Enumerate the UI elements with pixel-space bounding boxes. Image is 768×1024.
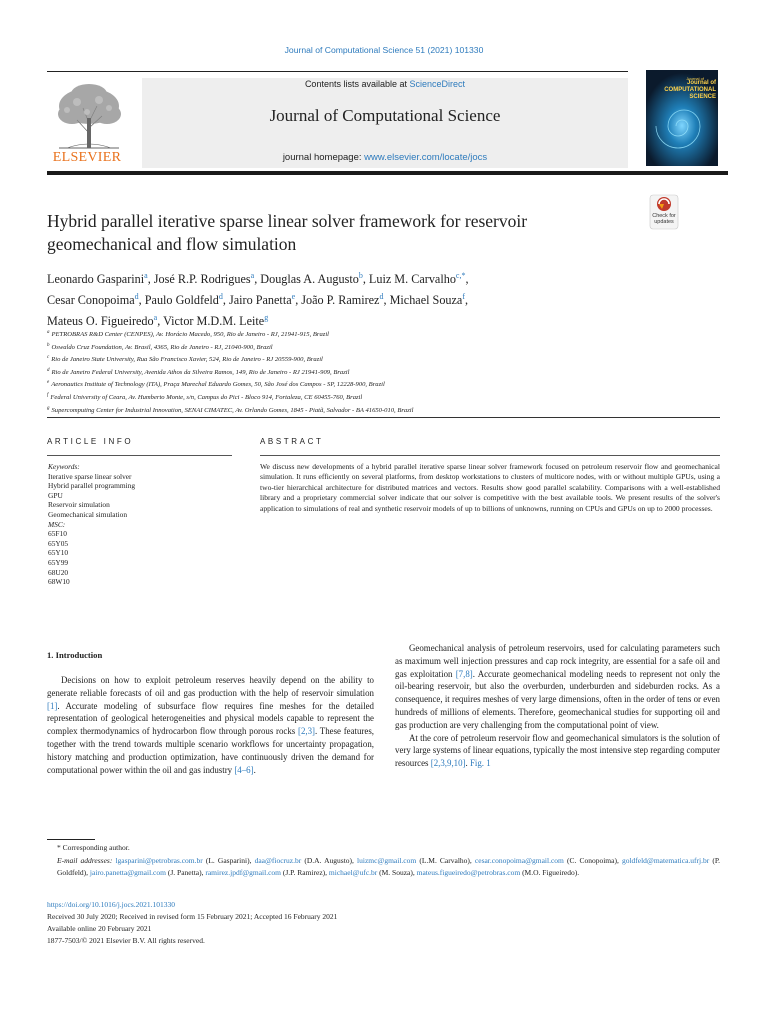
author-name[interactable]: Luiz M. Carvalho — [368, 272, 456, 287]
author-affiliation-mark[interactable]: c,* — [455, 271, 466, 280]
text-run: Decisions on how to exploit petroleum reserves heavily depend on the ability to generate reliable forecasts of oil and gas production with the help of reservoir simulation — [47, 675, 374, 698]
author[interactable] — [47, 314, 157, 328]
author-name[interactable]: José R.P. Rodrigues — [153, 272, 251, 287]
affiliation-item — [47, 353, 737, 366]
paragraph — [395, 642, 720, 732]
article-info-block — [48, 462, 228, 587]
affiliation-item — [47, 328, 737, 341]
abstract-text: We discuss new developments of a hybrid parallel iterative sparse linear solver framework focused on petroleum reservoir flow and geomechanical simulation. It runs efficiently on several platforms, from desktop workstations to clusters of multicore nodes, with or without multiple GPUs, using a two-tier hierarchical architecture for distributed matrices and vectors. Results show good parallel scalability. Comparisons with a well-established library and a proprietary commercial solver indicate that our solver is competitive with the best available tools. We present results of the solver's application to simulations of real and synthetic reservoir models of up to billions of unknowns, running on CPUs and GPUs on up to 2000 processes. — [260, 462, 720, 513]
svg-text:Journal of: Journal of — [686, 76, 704, 81]
journal-homepage — [142, 152, 628, 163]
author-affiliation-mark[interactable]: a — [250, 271, 255, 280]
affiliation-text: PETROBRAS R&D Center (CENPES), Av. Horácio Macedo, 950, Rio de Janeiro - RJ, 21941-915, Brazil — [51, 331, 329, 339]
msc-list — [48, 529, 228, 587]
affiliation-item — [47, 378, 737, 391]
msc-label: MSC: — [48, 519, 66, 529]
keyword: Hybrid parallel programming — [48, 481, 136, 491]
author-affiliation-mark[interactable]: a — [153, 313, 158, 323]
author-affiliation-mark[interactable]: e — [291, 292, 296, 302]
email-link[interactable]: luizmc@gmail.com — [357, 855, 417, 865]
author-affiliation-mark[interactable]: b — [358, 271, 363, 280]
contents-line — [142, 79, 628, 89]
corresponding-label: Corresponding author. — [62, 843, 130, 852]
citation-link[interactable]: [7,8] — [455, 668, 473, 679]
affiliation-item — [47, 366, 737, 379]
citation-link[interactable]: Fig. 1 — [469, 758, 491, 769]
author[interactable] — [369, 272, 466, 286]
author-affiliation-mark[interactable]: g — [264, 313, 269, 323]
citation-link[interactable]: [2,3,9,10] — [430, 758, 466, 769]
affiliation-text: Aeronautics Institute of Technology (ITA), Praça Marechal Eduardo Gomes, 50, São José dos Campos - SP, 12228-900, Brazil — [51, 381, 385, 389]
abstract-heading: ABSTRACT — [260, 437, 324, 446]
msc-code: 68U20 — [48, 567, 69, 577]
author-list: Leonardo Gasparini$^a$, José R.P. Rodrigues$^a$, Douglas A. Augusto$^b$, Luiz M. Carvalho$^{c,*}$, Cesar Conopoima$^d$, Paulo Goldfeld$^d$, Jairo Panetta$^e$, João P. Ramirez$^d$, Michael Souza$^f$, Mateus O. Figueiredo$^a$, Victor M.D.M. Leite$^g$ — [47, 271, 469, 329]
author-name[interactable]: Douglas A. Augusto — [260, 272, 359, 287]
journal-cover-image[interactable] — [646, 70, 718, 166]
email-link[interactable]: mateus.figueiredo@petrobras.com — [416, 868, 521, 878]
author-name[interactable]: Paulo Goldfeld — [144, 293, 219, 308]
paragraph — [47, 674, 374, 776]
author[interactable] — [145, 293, 223, 307]
email-owner: (C. Conopoima), — [563, 855, 619, 865]
text-run: . Accurate modeling of subsurface flow requires fine meshes for the detailed representation of geological heterogeneities and physical models capable to represent the complex thermodynamics of hydrocarbon flow through porous rocks — [47, 700, 374, 737]
author[interactable] — [301, 293, 383, 307]
keyword: GPU — [48, 490, 63, 500]
email-owner: (D.A. Augusto), — [301, 855, 354, 865]
author-affiliation-mark[interactable]: d — [379, 292, 384, 302]
author-affiliation-mark[interactable]: f — [462, 292, 466, 302]
affiliation-key: b — [47, 342, 50, 348]
affiliation-key: e — [47, 380, 50, 386]
affiliation-key: c — [47, 355, 50, 361]
affiliation-text: Rio de Janeiro Federal University, Avenida Athos da Silveira Ramos, 149, Rio de Janeiro - RJ 21941-909, Brazil — [51, 368, 350, 376]
affiliation-text: Supercomputing Center for Industrial Innovation, SENAI CIMATEC, Av. Orlando Gomes, 1845 - Piatã, Salvador - BA 41650-010, Brazil — [51, 406, 414, 414]
doi-link[interactable]: https://doi.org/10.1016/j.jocs.2021.101330 — [47, 900, 175, 909]
body-column-left — [47, 674, 374, 776]
affiliation-item — [47, 341, 737, 354]
keyword: Geomechanical simulation — [48, 509, 128, 519]
copyright: 1877-7503/© 2021 Elsevier B.V. All rights reserved. — [47, 936, 205, 945]
text-run: . — [253, 764, 256, 775]
email-owner: (M.O. Figueiredo). — [520, 868, 580, 878]
email-owner: (M. Souza), — [377, 868, 415, 878]
email-link[interactable]: jairo.panetta@gmail.com — [89, 868, 166, 878]
email-owner: (J. Panetta), — [165, 868, 204, 878]
author[interactable] — [229, 293, 295, 307]
email-owner: (L. Gasparini), — [202, 855, 252, 865]
keyword: Reservoir simulation — [48, 500, 110, 510]
author-name[interactable]: João P. Ramirez — [301, 293, 380, 308]
citation-link[interactable]: [4–6] — [234, 764, 254, 775]
affiliation-item — [47, 391, 737, 404]
email-link[interactable]: goldfeld@matematica.ufrj.br — [621, 855, 710, 865]
email-link[interactable]: michael@ufc.br — [328, 868, 378, 878]
sciencedirect-link[interactable]: ScienceDirect — [409, 79, 466, 89]
homepage-link[interactable]: www.elsevier.com/locate/jocs — [364, 152, 488, 163]
author[interactable] — [390, 293, 465, 307]
article-title: Hybrid parallel iterative sparse linear solver framework for reservoir geomechanical and flow simulation — [47, 211, 528, 254]
affiliation-text: Federal University of Ceara, Av. Humberto Monte, s/n, Campus do Pici - Bloco 914, Fortaleza, CE 60455-760, Brazil — [50, 394, 363, 402]
msc-code: 65Y10 — [48, 548, 69, 558]
keyword: Iterative sparse linear solver — [48, 471, 132, 481]
author[interactable] — [163, 314, 268, 328]
affiliation-key: a — [47, 330, 50, 335]
author-affiliation-mark[interactable]: a — [144, 271, 148, 280]
asterisk-mark: * — [57, 843, 63, 852]
homepage-prefix: journal homepage: — [282, 152, 362, 163]
author-name[interactable]: Mateus O. Figueiredo — [47, 314, 154, 329]
article-info-heading: ARTICLE INFO — [47, 437, 134, 446]
header-divider — [47, 417, 720, 418]
text-run: Geomechanical analysis of petroleum reservoirs, used for calculating parameters such as maximum well injection pressures and cap rock integrity, are essential for a safe oil and gas exploitation — [395, 643, 720, 679]
publication-info — [47, 899, 547, 947]
author-name[interactable]: Leonardo Gasparini — [47, 272, 145, 287]
affiliation-key: g — [47, 405, 50, 411]
elsevier-wordmark: ELSEVIER — [52, 150, 122, 165]
affiliation-list — [47, 328, 737, 416]
author[interactable] — [47, 272, 148, 286]
author[interactable] — [47, 293, 139, 307]
affiliation-text: Oswaldo Cruz Foundation, Av. Brasil, 4365, Rio de Janeiro - RJ, 21040-900, Brazil — [51, 343, 273, 351]
author-affiliation-mark[interactable]: d — [218, 292, 223, 302]
check-for-updates-label: Check for updates — [652, 213, 676, 225]
online-date: Available online 20 February 2021 — [47, 924, 152, 933]
corresponding-author-note — [47, 842, 720, 855]
author-name[interactable]: Victor M.D.M. Leite — [163, 314, 265, 329]
affiliation-key: d — [47, 367, 50, 373]
msc-code: 65Y99 — [48, 557, 69, 567]
abstract-rule — [260, 455, 720, 456]
email-owner: (P. Goldfeld), — [57, 855, 721, 878]
author-name[interactable]: Michael Souza — [389, 293, 463, 308]
cover-title: Journal of COMPUTATIONAL SCIENCE — [664, 80, 716, 100]
email-link[interactable]: cesar.conopoima@gmail.com — [474, 855, 564, 865]
article-info-rule — [47, 455, 232, 456]
running-header[interactable]: Journal of Computational Science 51 (2021) 101330 — [284, 45, 484, 55]
author[interactable] — [154, 272, 254, 286]
keywords-label: Keywords: — [48, 462, 80, 471]
affiliation-item — [47, 404, 737, 417]
journal-name: Journal of Computational Science — [269, 106, 501, 125]
email-label: E-mail addresses: — [57, 855, 113, 865]
text-run: . These features, together with the trend towards multiple scenario workflows for uncertainty propagation, history matching and production optimization, have continuously driven the demand for computational power within the oil and gas industry — [47, 726, 374, 775]
affiliation-key: f — [47, 392, 49, 398]
email-addresses — [47, 855, 720, 880]
affiliation-text: Rio de Janeiro State University, Rua São Francisco Xavier, 524, Rio de Janeiro - RJ 20559-900, Brazil — [51, 356, 323, 364]
msc-code: 65F10 — [48, 529, 67, 539]
keyword-list — [48, 472, 228, 520]
footnotes — [47, 842, 720, 880]
citation-link[interactable]: [1] — [47, 700, 58, 711]
citation-link[interactable]: [2,3] — [297, 726, 315, 737]
email-owner: (J.P. Ramirez), — [281, 868, 328, 878]
email-link[interactable]: ramirez.jpdf@gmail.com — [205, 868, 281, 878]
history-dates: Received 30 July 2020; Received in revised form 15 February 2021; Accepted 16 February 2021 — [47, 912, 338, 921]
author-name[interactable]: Cesar Conopoima — [47, 293, 135, 308]
footnote-rule — [47, 839, 95, 840]
text-run: . Accurate geomechanical modeling needs to represent not only the oil-bearing reservoir, but also the overburden, underburden and sideburden rocks. As a consequence, it requires meshes of very large dimensions, often in the order of tens or even hundreds of millions of elements. Therefore, geomechanical studies for supporting oil and gas production are very challenging from the computational point of view. — [395, 668, 720, 730]
author[interactable] — [260, 272, 363, 286]
email-owner: (L.M. Carvalho), — [416, 855, 472, 865]
email-link[interactable]: daa@fiocruz.br — [254, 855, 302, 865]
masthead-bottom-rule — [47, 171, 728, 175]
paragraph — [395, 732, 720, 770]
masthead-top-rule — [47, 71, 628, 72]
section-heading-introduction: 1. Introduction — [47, 650, 103, 660]
text-run: At the core of petroleum reservoir flow and geomechanical simulators is the solution of very large systems of linear equations, typically the most intensive step regarding computer resources — [395, 732, 720, 769]
contents-prefix: Contents lists available at — [304, 79, 407, 89]
email-link[interactable]: lgasparini@petrobras.com.br — [115, 855, 203, 865]
body-column-right — [395, 642, 720, 770]
msc-code: 68W10 — [48, 577, 70, 587]
msc-code: 65Y05 — [48, 538, 69, 548]
author-name[interactable]: Jairo Panetta — [229, 293, 292, 308]
text-run: . — [465, 758, 470, 769]
author-affiliation-mark[interactable]: d — [134, 292, 139, 302]
